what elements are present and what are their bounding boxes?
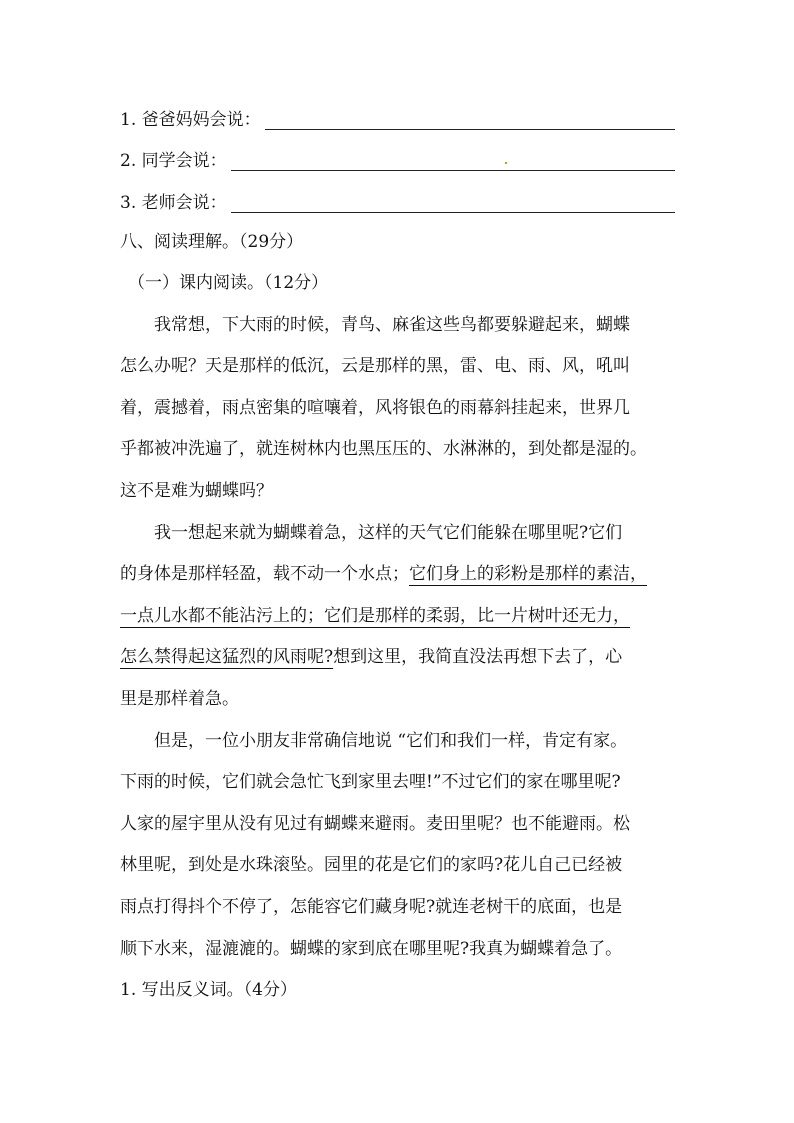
underlined-sentence: 它们身上的彩粉是那样的素洁， — [409, 564, 647, 584]
underlined-sentence: 怎么禁得起这猛烈的风雨呢? — [120, 647, 334, 667]
answer-line[interactable] — [265, 111, 675, 130]
passage-line: 人家的屋宇里从没有见过有蝴蝶来避雨。麦田里呢？也不能避雨。松 — [120, 814, 630, 834]
stray-mark — [505, 162, 507, 164]
passage-line: 林里呢，到处是水珠滚坠。园里的花是它们的家吗?花儿自己已经被 — [120, 855, 623, 875]
fill-blank-teacher — [120, 189, 675, 213]
passage-line: 雨点打得抖个不停了，怎能容它们藏身呢?就连老树干的底面，也是 — [120, 897, 623, 917]
passage-line — [120, 645, 622, 669]
passage-line: 下雨的时候，它们就会急忙飞到家里去哩!”不过它们的家在哪里呢? — [120, 772, 621, 792]
passage-text: 想到这里，我简直没法再想下去了，心 — [333, 647, 623, 667]
passage-line: 乎都被冲洗遍了，就连树林内也黑压压的、水淋淋的，到处都是湿的。 — [120, 439, 647, 459]
passage-line — [120, 562, 647, 586]
fill-blank-parents — [120, 106, 675, 130]
underlined-sentence: 一点儿水都不能沾污上的；它们是那样的柔弱，比一片树叶还无力， — [120, 606, 630, 626]
section-title: 八、阅读理解。（29分） — [120, 232, 304, 252]
question-title: 1. 写出反义词。（4分） — [120, 980, 297, 1000]
passage-text: 的身体是那样轻盈，载不动一个水点； — [120, 564, 409, 584]
fill-blank-label: 2. 同学会说： — [120, 151, 227, 171]
fill-blank-label: 1. 爸爸妈妈会说： — [120, 110, 261, 130]
fill-blank-label: 3. 老师会说： — [120, 193, 227, 213]
passage-line: 这不是难为蝴蝶吗？ — [120, 481, 273, 501]
passage-line: 怎么办呢？天是那样的低沉，云是那样的黑，雷、电、雨、风，吼叫 — [120, 356, 630, 376]
passage-line: 但是，一位小朋友非常确信地说 “它们和我们一样，肯定有家。 — [154, 731, 628, 751]
answer-line[interactable] — [231, 152, 675, 171]
passage-line: 顺下水来，湿漉漉的。蝴蝶的家到底在哪里呢?我真为蝴蝶着急了。 — [120, 939, 623, 959]
passage-line — [120, 604, 630, 628]
fill-blank-classmates — [120, 147, 675, 171]
answer-line[interactable] — [231, 194, 675, 213]
passage-line: 着，震撼着，雨点密集的喧嚷着，风将银色的雨幕斜挂起来，世界几 — [120, 398, 630, 418]
passage-line: 里是那样着急。 — [120, 689, 239, 709]
passage-line: 我一想起来就为蝴蝶着急，这样的天气它们能躲在哪里呢?它们 — [154, 523, 623, 543]
passage-line: 我常想，下大雨的时候，青鸟、麻雀这些鸟都要躲避起来，蝴蝶 — [154, 315, 630, 335]
subsection-title: （一）课内阅读。（12分） — [128, 273, 329, 293]
